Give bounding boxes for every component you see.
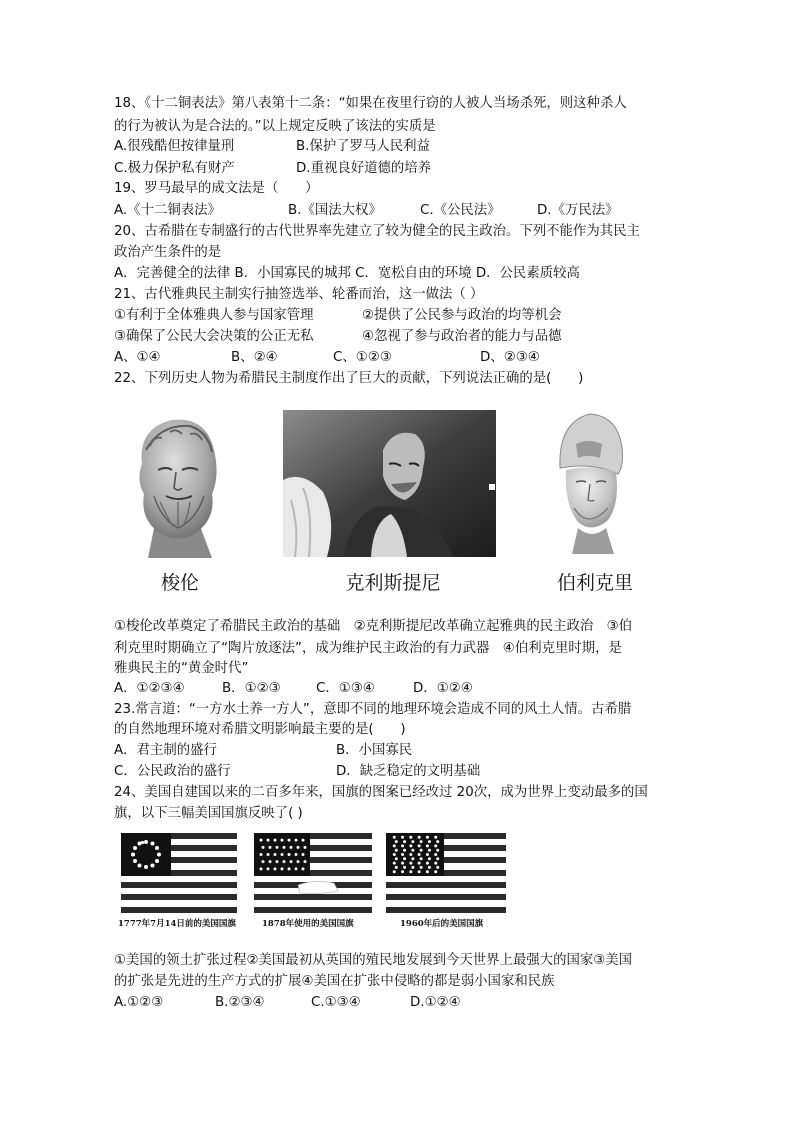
- us-flag-1777: [121, 833, 237, 913]
- solon-portrait: [120, 410, 232, 558]
- flag-star-icon: [428, 866, 431, 869]
- flag-star-icon: [393, 870, 396, 873]
- flag-star-icon: [409, 870, 412, 873]
- flag-star-icon: [260, 839, 263, 842]
- flag-star-icon: [403, 849, 406, 852]
- flag-1777-caption: 1777年7月14日前的美国国旗: [118, 919, 236, 929]
- flag-star-icon: [260, 867, 263, 870]
- flag-star-icon: [409, 844, 412, 847]
- q18-option-d: D.重视良好道德的培养: [296, 161, 432, 176]
- flag-star-icon: [418, 853, 421, 856]
- flag-star-icon: [295, 853, 298, 856]
- flag-star-icon: [288, 839, 291, 842]
- flag-star-icon: [436, 857, 439, 860]
- flag-star-icon: [267, 867, 270, 870]
- flag-star-icon: [288, 853, 291, 856]
- flag-star-icon: [411, 857, 414, 860]
- flag-star-icon: [395, 849, 398, 852]
- flag-star-icon: [426, 836, 429, 839]
- flag-star-icon: [426, 862, 429, 865]
- flag-star-icon: [288, 867, 291, 870]
- q24-statements-line2: 的扩张是先进的生产方式的扩展④美国在扩张中侵略的都是弱小国家和民族: [114, 974, 555, 989]
- flag-star-icon: [426, 870, 429, 873]
- us-flag-1960: [386, 833, 506, 913]
- q22-statements-line3: 雅典民主的“黄金时代”: [114, 661, 249, 676]
- flag-star-icon: [269, 860, 272, 863]
- flag-star-icon: [274, 839, 277, 842]
- flag-star-icon: [426, 853, 429, 856]
- q21-stem: 21、古代雅典民主制实行抽签选举、轮番而治，这一做法（ ）: [114, 287, 484, 302]
- flag-star-icon: [411, 849, 414, 852]
- flag-star-icon: [393, 836, 396, 839]
- flag-star-icon: [281, 867, 284, 870]
- flag-1878-caption: 1878年使用的美国国旗: [262, 919, 354, 929]
- flag-star-icon: [304, 860, 307, 863]
- flag-star-icon: [426, 844, 429, 847]
- flag-star-icon: [420, 866, 423, 869]
- flag-star-icon: [428, 840, 431, 843]
- flag-star-icon: [418, 862, 421, 865]
- flag-star-icon: [297, 846, 300, 849]
- flag-star-icon: [401, 862, 404, 865]
- flag-star-icon: [436, 866, 439, 869]
- flag-star-icon: [403, 840, 406, 843]
- flag-1960-caption: 1960年后的美国国旗: [400, 919, 484, 929]
- flag-star-icon: [420, 857, 423, 860]
- q21-option-a: A、①④: [114, 350, 161, 365]
- flag-star-icon: [262, 860, 265, 863]
- q24-option-d: D.①②④: [410, 995, 461, 1010]
- q23-option-a: A．君主制的盛行: [114, 743, 217, 758]
- flag-star-icon: [302, 867, 305, 870]
- q20-stem-line2: 政治产生条件的是: [114, 245, 222, 260]
- cleisthenes-portrait: [283, 410, 496, 557]
- q24-statements-line1: ①美国的领土扩张过程②美国最初从英国的殖民地发展到今天世界上最强大的国家③美国: [114, 953, 633, 968]
- flag-star-icon: [276, 846, 279, 849]
- pericles-portrait: [548, 408, 630, 554]
- q21-option-d: D、②③④: [480, 350, 540, 365]
- pericles-caption: 伯利克里: [556, 572, 633, 594]
- q22-option-b: B．①②③: [222, 681, 281, 696]
- q18-stem-line1: 18、《十二铜表法》第八表第十二条：“如果在夜里行窃的人被人当场杀死，则这种杀人: [114, 96, 627, 111]
- q22-statements-line2: 利克里时期确立了“陶片放逐法”，成为维护民主政治的有力武器 ④伯利克里时期，是: [114, 641, 622, 656]
- flag-star-icon: [409, 862, 412, 865]
- flag-star-icon: [297, 860, 300, 863]
- q19-option-a: A.《十二铜表法》: [114, 203, 221, 218]
- flag-star-icon: [411, 840, 414, 843]
- flag-star-icon: [428, 857, 431, 860]
- flag-star-icon: [409, 836, 412, 839]
- flag-star-icon: [436, 840, 439, 843]
- flag-star-icon: [267, 839, 270, 842]
- q19-stem: 19、罗马最早的成文法是（ ）: [114, 181, 319, 196]
- q24-option-a: A.①②③: [114, 995, 164, 1010]
- flag-star-icon: [434, 870, 437, 873]
- q22-stem: 22、下列历史人物为希腊民主制度作出了巨大的贡献，下列说法正确的是( ): [114, 371, 584, 386]
- flag-star-icon: [434, 853, 437, 856]
- flag-star-icon: [283, 846, 286, 849]
- flag-star-icon: [283, 860, 286, 863]
- flag-star-icon: [269, 846, 272, 849]
- us-flag-1878: [254, 833, 372, 913]
- q24-stem-line2: 旗，以下三幅美国国旗反映了( ): [114, 806, 303, 821]
- flag-star-icon: [420, 849, 423, 852]
- q22-option-a: A．①②③④: [114, 681, 185, 696]
- q23-option-c: C．公民政治的盛行: [114, 764, 231, 779]
- q24-option-b: B.②③④: [215, 995, 265, 1010]
- flag-star-icon: [302, 839, 305, 842]
- flag-star-icon: [304, 846, 307, 849]
- flag-star-icon: [395, 866, 398, 869]
- flag-star-icon: [434, 836, 437, 839]
- flag-star-icon: [434, 862, 437, 865]
- q21-statement-2: ②提供了公民参与政治的均等机会: [362, 308, 562, 323]
- flag-star-icon: [403, 866, 406, 869]
- flag-star-icon: [274, 853, 277, 856]
- flag-star-icon: [393, 844, 396, 847]
- flag-star-icon: [409, 853, 412, 856]
- flag-star-icon: [403, 857, 406, 860]
- flag-star-icon: [395, 840, 398, 843]
- flag-star-icon: [393, 853, 396, 856]
- q23-option-b: B．小国寡民: [336, 743, 413, 758]
- flag-star-icon: [290, 860, 293, 863]
- q19-option-c: C.《公民法》: [420, 203, 501, 218]
- q21-statement-4: ④忽视了参与政治者的能力与品德: [362, 329, 562, 344]
- flag-star-icon: [420, 840, 423, 843]
- flag-star-icon: [260, 853, 263, 856]
- q22-option-c: C．①③④: [316, 681, 375, 696]
- q22-statements-line1: ①梭伦改革奠定了希腊民主政治的基础 ②克利斯提尼改革确立起雅典的民主政治 ③伯: [114, 619, 633, 634]
- q24-stem-line1: 24、美国自建国以来的二百多年来，国旗的图案已经改过 20次，成为世界上变动最多的国: [114, 785, 648, 800]
- q18-option-b: B.保护了罗马人民利益: [296, 139, 430, 154]
- flag-star-icon: [262, 846, 265, 849]
- flag-star-icon: [401, 870, 404, 873]
- flag-star-icon: [434, 844, 437, 847]
- flag-star-icon: [401, 836, 404, 839]
- flag-star-icon: [401, 853, 404, 856]
- q19-option-b: B.《国法大权》: [288, 203, 382, 218]
- flag-star-icon: [418, 836, 421, 839]
- q21-option-b: B、②④: [231, 350, 278, 365]
- q23-stem-line2: 的自然地理环境对希腊文明影响最主要的是( ): [114, 722, 406, 737]
- flag-star-icon: [418, 870, 421, 873]
- flag-star-icon: [411, 866, 414, 869]
- flag-star-icon: [295, 839, 298, 842]
- flag-star-icon: [295, 867, 298, 870]
- flag-star-icon: [281, 853, 284, 856]
- flag-star-icon: [401, 844, 404, 847]
- cleisthenes-caption: 克利斯提尼: [345, 572, 441, 594]
- flag-star-icon: [395, 857, 398, 860]
- flag-star-icon: [302, 853, 305, 856]
- q19-option-d: D.《万民法》: [537, 203, 619, 218]
- flag-star-icon: [267, 853, 270, 856]
- flag-star-icon: [393, 862, 396, 865]
- q22-option-d: D．①②④: [413, 681, 473, 696]
- q18-option-c: C.极力保护私有财产: [114, 161, 235, 176]
- flag-star-icon: [436, 849, 439, 852]
- flag-star-icon: [418, 844, 421, 847]
- solon-caption: 梭伦: [160, 572, 199, 594]
- q23-option-d: D．缺乏稳定的文明基础: [336, 764, 481, 779]
- q21-statement-3: ③确保了公民大会决策的公正无私: [114, 329, 314, 344]
- flag-star-icon: [274, 867, 277, 870]
- q24-option-c: C.①③④: [311, 995, 361, 1010]
- q18-stem-line2: 的行为被认为是合法的。”以上规定反映了该法的实质是: [114, 119, 436, 134]
- q20-stem-line1: 20、古希腊在专制盛行的古代世界率先建立了较为健全的民主政治。下列不能作为其民主: [114, 224, 640, 239]
- flag-star-icon: [428, 849, 431, 852]
- q18-option-a: A.很残酷但按律量刑: [114, 139, 235, 154]
- q23-stem-line1: 23.常言道：“一方水土养一方人”，意即不同的地理环境会造成不同的风土人情。古希腊: [114, 702, 632, 717]
- q21-statement-1: ①有利于全体雅典人参与国家管理: [114, 308, 314, 323]
- flag-star-icon: [290, 846, 293, 849]
- flag-star-icon: [281, 839, 284, 842]
- q21-option-c: C、①②③: [333, 350, 392, 365]
- q20-options: A．完善健全的法律 B．小国寡民的城邦 C．宽松自由的环境 D．公民素质较高: [114, 266, 580, 281]
- flag-star-icon: [276, 860, 279, 863]
